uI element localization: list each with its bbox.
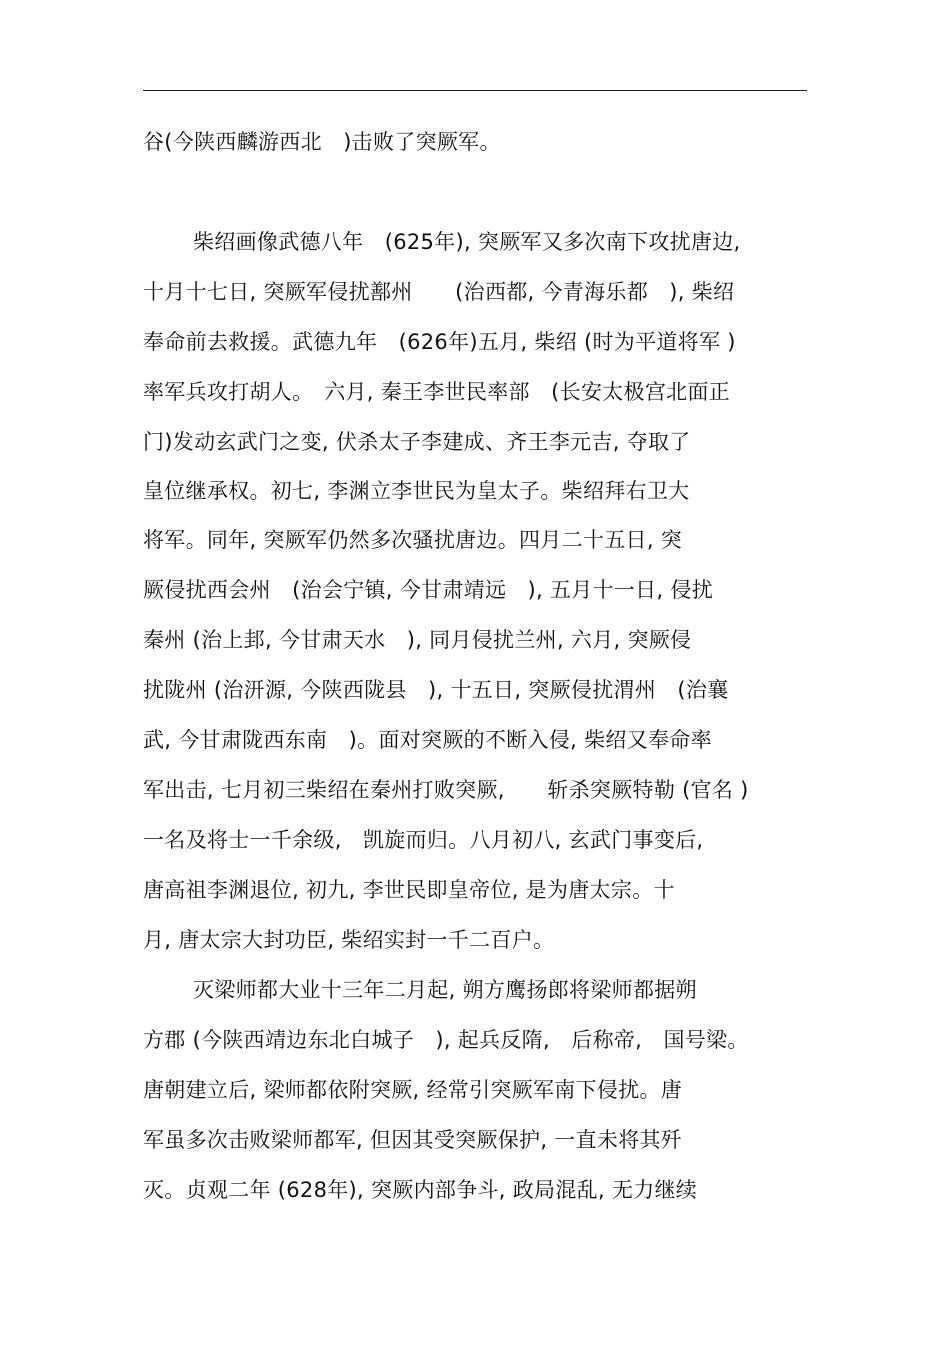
text-line-11: 扰陇州 (治汧源, 今陕西陇县 ), 十五日, 突厥侵扰渭州 (治襄 xyxy=(143,678,729,702)
text-line-18: 方郡 (今陕西靖边东北白城子 ), 起兵反隋, 后称帝, 国号梁。 xyxy=(143,1028,749,1052)
text-line-7: 皇位继承权。初七, 李渊立李世民为皇太子。柴绍拜右卫大 xyxy=(143,479,690,503)
text-line-1: 谷(今陕西麟游西北 )击败了突厥军。 xyxy=(143,130,501,154)
text-line-15: 唐高祖李渊退位, 初九, 李世民即皇帝位, 是为唐太宗。十 xyxy=(143,878,675,902)
text-line-2: 柴绍画像武德八年 (625年), 突厥军又多次南下攻扰唐边, xyxy=(193,230,741,254)
text-line-17: 灭梁师都大业十三年二月起, 朔方鹰扬郎将梁师都据朔 xyxy=(193,978,697,1002)
text-line-3: 十月十七日, 突厥军侵扰鄯州 (治西都, 今青海乐都 ), 柴绍 xyxy=(143,280,735,304)
text-line-12: 武, 今甘肃陇西东南 )。面对突厥的不断入侵, 柴绍又奉命率 xyxy=(143,728,712,752)
text-line-21: 灭。贞观二年 (628年), 突厥内部争斗, 政局混乱, 无力继续 xyxy=(143,1178,698,1202)
text-line-10: 秦州 (治上邽, 今甘肃天水 ), 同月侵扰兰州, 六月, 突厥侵 xyxy=(143,628,692,652)
text-line-13: 军出击, 七月初三柴绍在秦州打败突厥, 斩杀突厥特勒 (官名 ) xyxy=(143,778,749,802)
text-line-9: 厥侵扰西会州 (治会宁镇, 今甘肃靖远 ), 五月十一日, 侵扰 xyxy=(143,578,714,602)
text-line-19: 唐朝建立后, 梁师都依附突厥, 经常引突厥军南下侵扰。唐 xyxy=(143,1078,683,1102)
text-line-6: 门)发动玄武门之变, 伏杀太子李建成、齐王李元吉, 夺取了 xyxy=(143,430,691,454)
text-line-20: 军虽多次击败梁师都军, 但因其受突厥保护, 一直未将其歼 xyxy=(143,1128,683,1152)
text-line-14: 一名及将士一千余级, 凯旋而归。八月初八, 玄武门事变后, xyxy=(143,828,704,852)
text-line-16: 月, 唐太宗大封功臣, 柴绍实封一千二百户。 xyxy=(143,928,555,952)
header-rule xyxy=(143,90,807,91)
text-line-8: 将军。同年, 突厥军仍然多次骚扰唐边。四月二十五日, 突 xyxy=(143,528,683,552)
text-line-5: 率军兵攻打胡人。 六月, 秦王李世民率部 (长安太极宫北面正 xyxy=(143,380,731,404)
text-line-4: 奉命前去救援。武德九年 (626年)五月, 柴绍 (时为平道将军 ) xyxy=(143,330,736,354)
